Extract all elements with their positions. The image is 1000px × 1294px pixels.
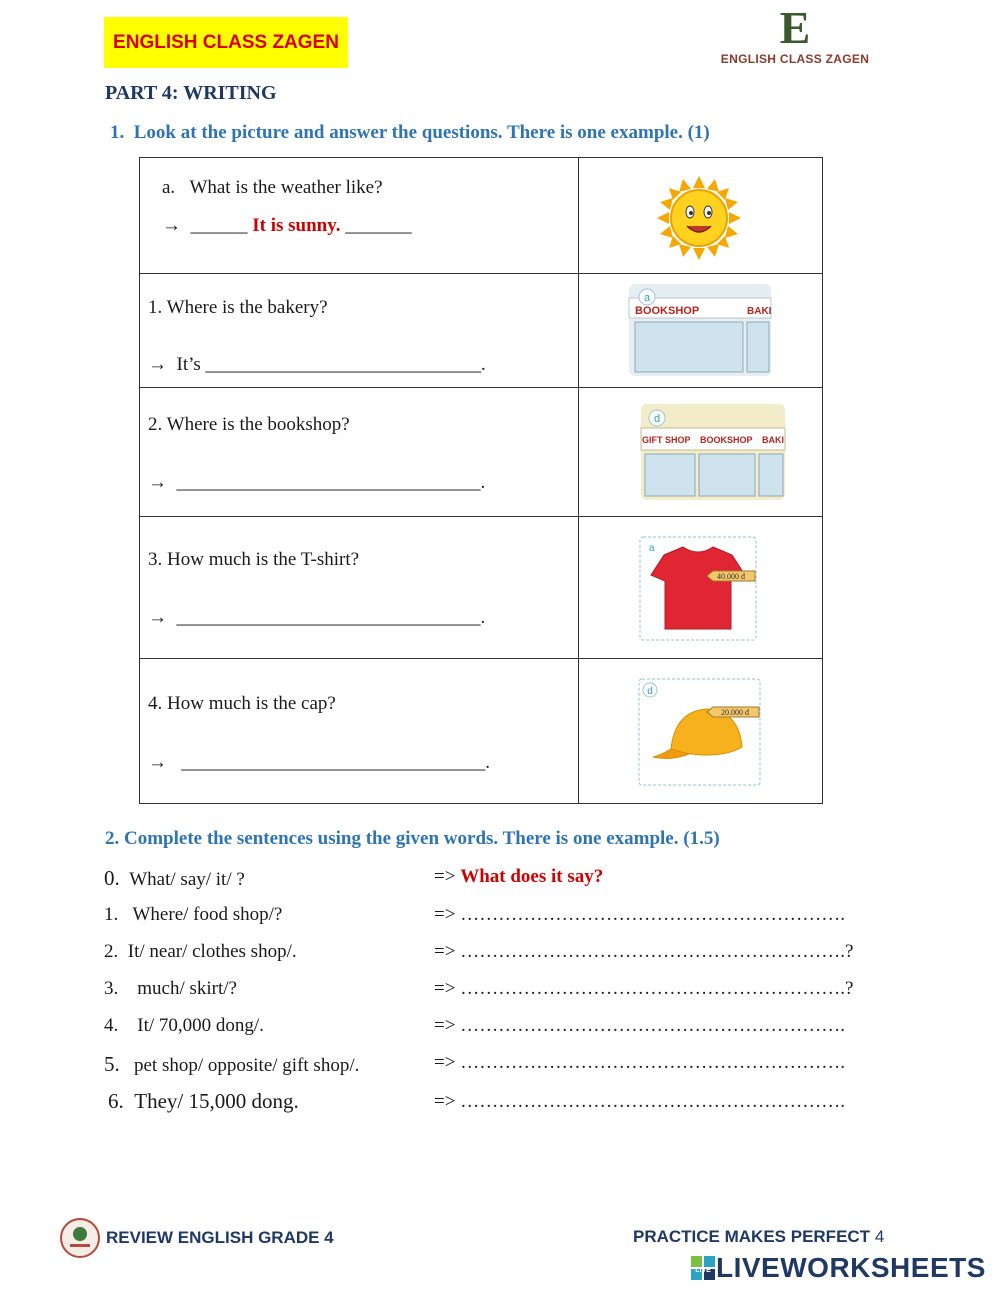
class-badge bbox=[104, 17, 348, 68]
list-item bbox=[104, 904, 282, 926]
item-number: 0. bbox=[104, 866, 120, 890]
table-row bbox=[140, 517, 823, 659]
arrow-icon: => bbox=[434, 1091, 456, 1112]
answer-blank[interactable]: ________________________________. bbox=[176, 607, 486, 628]
item-number: 5. bbox=[104, 1052, 120, 1076]
question-table bbox=[139, 157, 823, 804]
image-cell bbox=[579, 388, 823, 517]
arrow-icon: → bbox=[148, 607, 167, 628]
example-answer-line bbox=[162, 215, 412, 237]
logo-text: ENGLISH CLASS ZAGEN bbox=[720, 52, 870, 66]
answer-blank[interactable]: ……………………………………………………. bbox=[460, 1091, 845, 1112]
table-row bbox=[140, 274, 823, 388]
shop-sign: BOOKSHOP bbox=[700, 435, 753, 445]
shop-sign: BOOKSHOP bbox=[635, 305, 700, 317]
item-number: 3. bbox=[104, 978, 119, 999]
question-cell bbox=[140, 274, 579, 388]
item-number: 6. bbox=[108, 1089, 124, 1113]
answer-blank[interactable]: …………………………………………………….? bbox=[460, 941, 854, 962]
image-cell bbox=[579, 659, 823, 804]
example-answer: It is sunny. bbox=[252, 215, 341, 236]
part-title: PART 4: WRITING bbox=[105, 82, 277, 104]
question-text: 2. Where is the bookshop? bbox=[148, 414, 350, 435]
shop-street-image bbox=[579, 274, 822, 382]
price-tag: 20.000 đ bbox=[721, 708, 749, 717]
arrow-icon: => bbox=[434, 1015, 456, 1036]
question-cell bbox=[140, 659, 579, 804]
question-cell bbox=[140, 517, 579, 659]
image-letter: d bbox=[647, 686, 653, 697]
answer-line[interactable] bbox=[434, 1091, 845, 1113]
class-logo bbox=[720, 4, 870, 70]
question-text: 3. How much is the T-shirt? bbox=[148, 549, 360, 570]
item-number: 4. bbox=[104, 1015, 119, 1036]
arrow-icon: => bbox=[434, 866, 456, 887]
answer-blank[interactable]: ……………………………………………………. bbox=[460, 1015, 845, 1036]
tshirt-image bbox=[579, 517, 822, 653]
question-text: 4. How much is the cap? bbox=[148, 693, 336, 714]
image-cell bbox=[579, 517, 823, 659]
given-words: Where/ food shop/? bbox=[132, 904, 283, 925]
section1-title-text: Look at the picture and answer the questions. There is one example. (1) bbox=[133, 122, 710, 143]
shop-street-image bbox=[579, 388, 822, 511]
example-sentence bbox=[104, 866, 245, 891]
answer-line[interactable] bbox=[148, 752, 490, 774]
logo-letter: E bbox=[779, 2, 811, 53]
answer-line[interactable] bbox=[434, 904, 845, 926]
shop-sign: BAKI bbox=[762, 435, 784, 445]
answer-blank[interactable]: It’s _____________________________. bbox=[176, 354, 486, 375]
arrow-icon: => bbox=[434, 904, 456, 925]
image-letter: d bbox=[653, 413, 661, 425]
arrow-icon: → bbox=[148, 752, 167, 773]
answer-line[interactable] bbox=[434, 1015, 845, 1037]
example-image-cell bbox=[579, 158, 823, 274]
page-number: 4 bbox=[874, 1227, 885, 1246]
blank-line: _______ bbox=[345, 215, 412, 236]
item-number: 1. bbox=[104, 904, 119, 925]
section2-title: 2. Complete the sentences using the given words. There is one example. (1.5) bbox=[105, 828, 720, 849]
answer-blank[interactable]: ……………………………………………………. bbox=[460, 1052, 845, 1073]
table-row bbox=[140, 388, 823, 517]
footer-left-label: REVIEW ENGLISH GRADE 4 bbox=[106, 1228, 334, 1247]
shop-sign: BAKI bbox=[747, 306, 772, 317]
arrow-icon: → bbox=[148, 354, 167, 375]
brand-text: LIVEWORKSHEETS bbox=[716, 1252, 986, 1283]
footer-right bbox=[633, 1227, 884, 1247]
example-answer-line bbox=[434, 866, 603, 888]
list-item bbox=[104, 1052, 359, 1077]
price-tag: 40.000 đ bbox=[717, 572, 745, 581]
arrow-icon: => bbox=[434, 941, 456, 962]
footer-left bbox=[60, 1218, 334, 1258]
arrow-icon: → bbox=[148, 472, 167, 493]
question-cell bbox=[140, 388, 579, 517]
answer-blank[interactable]: ________________________________. bbox=[181, 752, 490, 773]
list-item bbox=[104, 978, 237, 1000]
answer-blank[interactable]: ……………………………………………………. bbox=[460, 904, 845, 925]
sun-icon bbox=[579, 158, 822, 268]
image-cell bbox=[579, 274, 823, 388]
arrow-icon: → bbox=[162, 215, 181, 236]
image-letter: a bbox=[643, 292, 651, 304]
cap-image bbox=[579, 659, 822, 798]
answer-line[interactable] bbox=[434, 941, 853, 963]
answer-blank[interactable]: …………………………………………………….? bbox=[460, 978, 854, 999]
list-item bbox=[108, 1089, 299, 1114]
section1-number: 1. bbox=[110, 122, 125, 143]
given-words: What/ say/ it/ ? bbox=[129, 869, 245, 890]
answer-line[interactable] bbox=[148, 354, 486, 376]
arrow-icon: => bbox=[434, 978, 456, 999]
example-question-cell bbox=[140, 158, 579, 274]
answer-line[interactable] bbox=[434, 978, 853, 1000]
given-words: It/ 70,000 dong/. bbox=[137, 1015, 264, 1036]
arrow-icon: => bbox=[434, 1052, 456, 1073]
answer-blank[interactable]: ________________________________. bbox=[176, 472, 486, 493]
section1-title bbox=[110, 122, 710, 144]
school-logo-icon bbox=[60, 1218, 100, 1258]
answer-line[interactable] bbox=[148, 607, 485, 629]
shop-sign: GIFT SHOP bbox=[642, 435, 691, 445]
table-row bbox=[140, 659, 823, 804]
liveworksheets-logo-icon bbox=[690, 1255, 716, 1281]
list-item bbox=[104, 1015, 264, 1037]
example-answer: What does it say? bbox=[460, 866, 604, 887]
logo-letters: LIVE bbox=[695, 1267, 711, 1274]
class-badge-text: ENGLISH CLASS ZAGEN bbox=[113, 31, 339, 53]
liveworksheets-brand[interactable] bbox=[690, 1252, 986, 1284]
given-words: They/ 15,000 dong. bbox=[134, 1089, 299, 1113]
answer-line[interactable] bbox=[434, 1052, 845, 1074]
image-letter: a bbox=[649, 543, 655, 554]
item-number: 2. bbox=[104, 941, 119, 962]
given-words: It/ near/ clothes shop/. bbox=[127, 941, 297, 962]
list-item bbox=[104, 941, 297, 963]
given-words: much/ skirt/? bbox=[137, 978, 237, 999]
table-row bbox=[140, 158, 823, 274]
blank-line: ______ bbox=[190, 215, 248, 236]
question-text: 1. Where is the bakery? bbox=[148, 297, 328, 318]
example-question bbox=[162, 177, 383, 199]
footer-right-label: PRACTICE MAKES PERFECT bbox=[633, 1227, 871, 1246]
answer-line[interactable] bbox=[148, 472, 485, 494]
given-words: pet shop/ opposite/ gift shop/. bbox=[134, 1055, 360, 1076]
example-label: a. bbox=[162, 177, 176, 198]
example-question-text: What is the weather like? bbox=[189, 177, 383, 198]
